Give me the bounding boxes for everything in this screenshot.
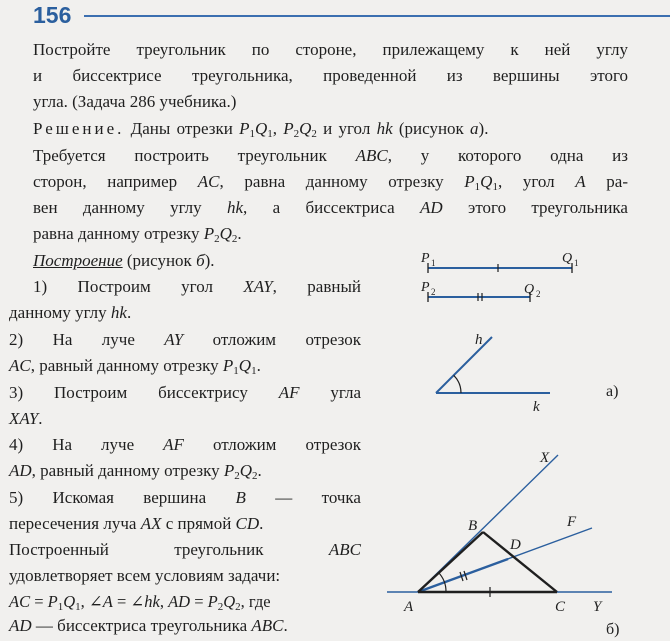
- t: .: [256, 356, 261, 375]
- t: 1: [57, 601, 64, 613]
- construction-heading: Построение: [33, 251, 123, 270]
- t: P: [239, 119, 250, 138]
- t: Q: [219, 224, 232, 243]
- t: Q: [239, 461, 253, 480]
- label-d: D: [510, 537, 521, 553]
- t: 2) На луче: [9, 330, 165, 349]
- t: 1: [233, 365, 239, 377]
- t: Q: [238, 356, 252, 375]
- t: пересечения луча: [9, 514, 141, 533]
- t: , равный данному отрезку: [31, 461, 224, 480]
- label-q1-sub: 1: [574, 258, 579, 268]
- t: , равный: [272, 277, 361, 296]
- bisector-ad: [418, 559, 508, 592]
- label-p2: P: [421, 280, 430, 295]
- t: P: [222, 356, 234, 375]
- label-b: B: [468, 518, 478, 534]
- t: — биссектриса треугольника: [31, 616, 252, 635]
- label-p2-sub: 2: [431, 287, 436, 297]
- text-line-21: удовлетворяет всем условиям задачи:: [9, 566, 281, 585]
- t: отложим отрезок: [183, 330, 362, 349]
- label-h: h: [475, 332, 483, 348]
- t: , у которого одна из: [387, 146, 628, 165]
- label-q2: Q: [524, 282, 535, 297]
- t: 2: [311, 128, 317, 140]
- t: Q: [254, 119, 268, 138]
- t: 1: [75, 601, 81, 613]
- t: .: [126, 303, 132, 322]
- label-a: A: [404, 599, 414, 615]
- label-f: F: [567, 514, 577, 530]
- t: AX: [140, 514, 162, 533]
- t: и угол: [316, 119, 377, 138]
- t: P: [203, 224, 215, 243]
- t: A: [102, 592, 113, 611]
- t: отложим отрезок: [183, 435, 362, 454]
- t: AD: [420, 198, 443, 217]
- t: AF: [278, 383, 300, 402]
- t: Даны отрезки: [124, 119, 240, 138]
- figure-b: [387, 450, 619, 638]
- t: AF: [163, 435, 184, 454]
- t: hk: [227, 198, 244, 217]
- t: ABC: [251, 616, 284, 635]
- t: .: [283, 616, 288, 635]
- t: =: [190, 592, 208, 611]
- t: CD: [235, 514, 260, 533]
- t: , ∠: [80, 592, 103, 611]
- t: 2: [293, 128, 300, 140]
- t: 2: [235, 601, 241, 613]
- t: 1) Построим угол: [33, 277, 244, 296]
- t: =: [30, 592, 48, 611]
- t: Построенный треугольник: [9, 540, 329, 559]
- t: Требуется построить треугольник: [33, 146, 356, 165]
- t: P: [223, 461, 235, 480]
- t: б: [196, 251, 205, 270]
- t: Q: [63, 592, 76, 611]
- t: 4) На луче: [9, 435, 164, 454]
- t: XAY: [243, 277, 273, 296]
- label-q2-sub: 2: [536, 289, 541, 299]
- t: 2: [217, 601, 224, 613]
- page-number: 156: [33, 2, 72, 28]
- t: XAY: [9, 409, 39, 428]
- label-q1: Q: [562, 251, 573, 266]
- t: AC: [9, 592, 31, 611]
- t: ABC: [328, 540, 361, 559]
- t: 1: [249, 128, 255, 140]
- t: , угол: [497, 172, 576, 191]
- label-x: X: [540, 450, 550, 466]
- t: Q: [299, 119, 312, 138]
- t: AC: [9, 356, 31, 375]
- t: hk: [110, 303, 127, 322]
- t: 1: [251, 365, 257, 377]
- t: hk: [376, 119, 393, 138]
- t: этого треугольника: [442, 198, 628, 217]
- t: , равна данному отрезку: [219, 172, 465, 191]
- t: AD: [168, 592, 191, 611]
- t: ).: [478, 119, 489, 138]
- t: hk: [144, 592, 160, 611]
- label-p1-sub: 1: [431, 258, 436, 268]
- figure-a: [420, 251, 618, 415]
- label-p1: P: [421, 251, 430, 266]
- t: (рисунок: [122, 251, 197, 270]
- t: AY: [164, 330, 184, 349]
- t: 2: [214, 233, 220, 245]
- t: AD: [9, 461, 32, 480]
- side-ab: [418, 532, 483, 592]
- caption-b: б): [606, 621, 620, 638]
- t: ра-: [585, 172, 628, 191]
- t: ,: [272, 119, 284, 138]
- text-line-1: Постройте треугольник по стороне, прилежащему к ней углу: [33, 40, 628, 59]
- t: а: [470, 119, 479, 138]
- t: 3) Построим биссектрису: [9, 383, 279, 402]
- t: 2: [231, 233, 238, 245]
- t: — точка: [245, 488, 361, 507]
- t: P: [47, 592, 58, 611]
- label-k: k: [533, 399, 540, 415]
- text-line-2: и биссектрисе треугольника, проведенной из вершины этого: [33, 66, 628, 85]
- t: P: [283, 119, 294, 138]
- t: ).: [204, 251, 215, 270]
- t: , равный данному отрезку: [30, 356, 223, 375]
- t: B: [235, 488, 246, 507]
- t: с прямой: [161, 514, 236, 533]
- caption-a: а): [606, 383, 619, 400]
- t: 2: [252, 470, 258, 482]
- t: ABC: [355, 146, 388, 165]
- t: 2: [234, 470, 240, 482]
- t: ,: [159, 592, 169, 611]
- t: (рисунок: [392, 119, 471, 138]
- t: 1: [474, 181, 481, 193]
- text-line-3: угла. (Задача 286 учебника.): [33, 92, 237, 111]
- t: данному углу: [9, 303, 111, 322]
- t: AD: [9, 616, 32, 635]
- t: P: [207, 592, 218, 611]
- t: .: [237, 224, 242, 243]
- t: .: [259, 514, 264, 533]
- t: .: [38, 409, 43, 428]
- t: 1: [267, 128, 273, 140]
- t: Q: [480, 172, 493, 191]
- t: , где: [240, 592, 271, 611]
- t: 1: [492, 181, 498, 193]
- t: угла: [299, 383, 361, 402]
- label-y: Y: [593, 599, 602, 615]
- t: , а биссектриса: [243, 198, 421, 217]
- ray-h: [436, 337, 492, 393]
- t: = ∠: [112, 592, 145, 611]
- t: сторон, например: [33, 172, 198, 191]
- t: .: [257, 461, 262, 480]
- t: 5) Искомая вершина: [9, 488, 236, 507]
- t: равна данному отрезку: [33, 224, 204, 243]
- t: вен данному углу: [33, 198, 227, 217]
- t: A: [575, 172, 586, 191]
- solution-heading: Решение.: [33, 119, 125, 138]
- t: Q: [223, 592, 236, 611]
- angle-arc-hk: [454, 375, 461, 393]
- t: P: [464, 172, 475, 191]
- t: AC: [197, 172, 220, 191]
- label-c: C: [555, 599, 566, 615]
